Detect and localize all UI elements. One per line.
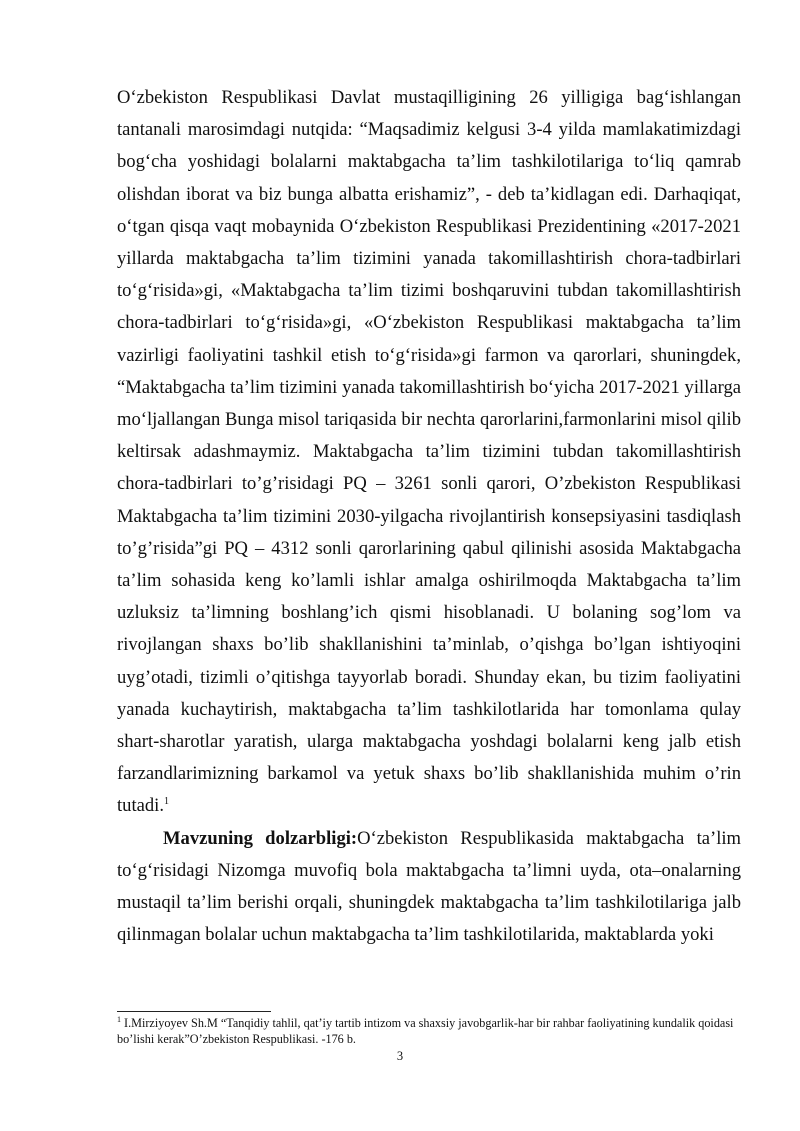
page-number: 3 — [396, 1049, 404, 1063]
paragraph — [117, 82, 741, 823]
footnote-marker: 1 — [117, 1014, 121, 1024]
paragraph-text: O‘zbekiston Respublikasida maktabgacha ta’lim to‘g‘risidagi Nizomga muvofiq bola maktabgacha ta’limni uyda, ota–onalarning mustaqil ta’lim berishi orqali, shuningdek maktabgacha ta’lim tashkilotilariga jalb qilinmagan bolalar uchun maktabgacha ta’lim tashkilotilarida, maktablarda yoki — [117, 827, 741, 946]
footnote-reference[interactable]: 1 — [164, 796, 169, 808]
body-text — [117, 82, 741, 951]
footnote-text: I.Mirziyoyev Sh.M “Tanqidiy tahlil, qat’iy tartib intizom va shaxsiy javobgarlik-har bir rahbar faoliyatining kundalik qoidasi bo’lishi kerak”O’zbekiston Respublikasi. -176 b. — [117, 1016, 734, 1046]
footnote-separator — [117, 1011, 271, 1012]
footnote — [117, 1016, 741, 1047]
paragraph — [117, 823, 741, 952]
paragraph-text: O‘zbekiston Respublikasi Davlat mustaqilligining 26 yilligiga bag‘ishlangan tantanali marosimdagi nutqida: “Maqsadimiz kelgusi 3-4 yilda mamlakatimizdagi bog‘cha yoshidagi bolalarni maktabgacha ta’lim tashkilotilariga to‘liq qamrab olishdan iborat va biz bunga albatta erishamiz”, - deb ta’kidlagan edi. Darhaqiqat, o‘tgan qisqa vaqt mobaynida O‘zbekiston Respublikasi Prezidentining «2017-2021 yillarda maktabgacha ta’lim tizimini yanada takomillashtirish chora-tadbirlari to‘g‘risida»gi, «Maktabgacha ta’lim tizimi boshqaruvini tubdan takomillashtirish chora-tadbirlari to‘g‘risida»gi, «O‘zbekiston Respublikasi maktabgacha ta’lim vazirligi faoliyatini tashkil etish to‘g‘risida»gi farmon va qarorlari, shuningdek, “Maktabgacha ta’lim tizimini yanada takomillashtirish bo‘yicha 2017-2021 yillarga mo‘ljallangan Bunga misol tariqasida bir nechta qarorlarini,farmonlarini misol qilib keltirsak adashmaymiz. Maktabgacha ta’lim tizimini tubdan takomillashtirish chora-tadbirlari to’g’risidagi PQ – 3261 sonli qarori, O’zbekiston Respublikasi Maktabgacha ta’lim tizimini 2030-yilgacha rivojlantirish konsepsiyasini tasdiqlash to’g’risida”gi PQ – 4312 sonli qarorlarining qabul qilinishi asosida Maktabgacha ta’lim sohasida keng ko’lamli ishlar amalga oshirilmoqda Maktabgacha ta’lim uzluksiz ta’limning boshlang’ich qismi hisoblanadi. U bolaning sog’lom va rivojlangan shaxs bo’lib shakllanishini ta’minlab, o’qishga bo’lgan ishtiyoqini uyg’otadi, tizimli o’qitishga tayyorlab boradi. Shunday ekan, bu tizim faoliyatini yanada kuchaytirish, maktabgacha ta’lim tashkilotlarida har tomonlama qulay shart-sharotlar yaratish, ularga maktabgacha yoshdagi bolalarni keng jalb etish farzandlarimizning barkamol va yetuk shaxs bo’lib shakllanishida muhim o’rin tutadi. — [117, 87, 741, 817]
section-lead-heading: Mavzuning dolzarbligi: — [163, 827, 358, 849]
